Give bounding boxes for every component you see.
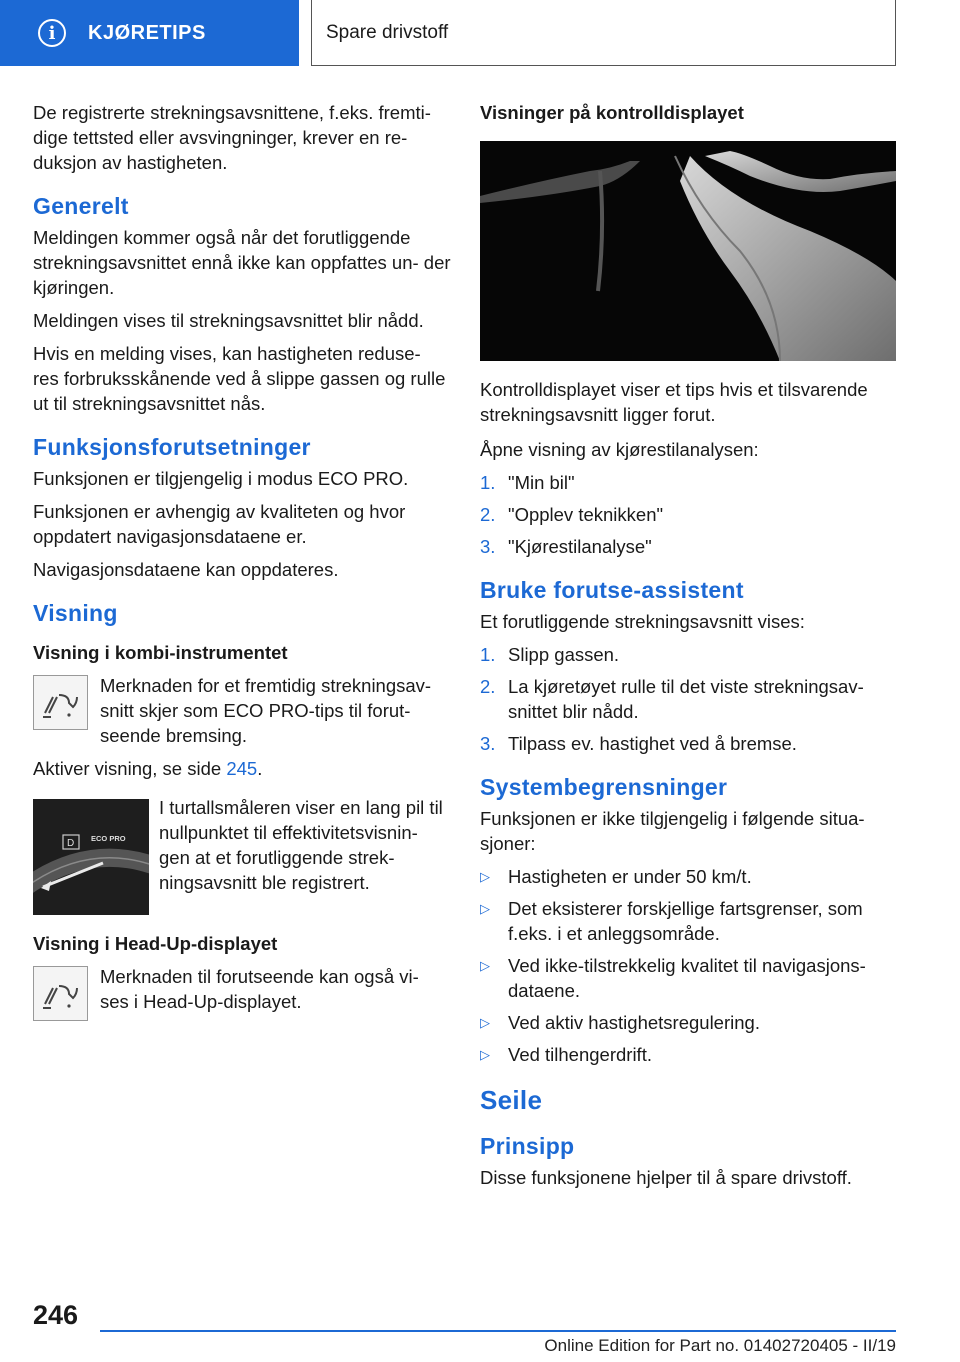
gauge-note [33, 795, 451, 915]
kombi-text: Merknaden for et fremtidig strekningsav- snitt skjer som ECO PRO-tips til forut- seende bremsing. [100, 675, 432, 746]
heading-visning: Visning [33, 600, 118, 626]
footer-divider [100, 1330, 896, 1332]
bullet-triangle-icon: ▷ [480, 869, 490, 884]
generelt-p3: Hvis en melding vises, kan hastigheten reduse- res forbruksskånende ved å slippe gassen og rulle ut til strekningsavsnittet nås. [33, 343, 446, 414]
prinsipp-p: Disse funksjonene hjelper til å spare drivstoff. [480, 1167, 852, 1188]
control-display-image [480, 141, 896, 361]
gauge-label-eco: ECO PRO [91, 834, 126, 843]
list-item: 2. La kjøretøyet rulle til det viste strekningsav- snittet blir nådd. [480, 676, 864, 722]
heading-seile: Seile [480, 1085, 543, 1115]
list-item: 3. Tilpass ev. hastighet ved å bremse. [480, 733, 797, 754]
list-item: 2. "Opplev teknikken" [480, 504, 664, 525]
subheading-hud: Visning i Head-Up-displayet [33, 933, 278, 954]
subheading-kontrolldisplay: Visninger på kontrolldisplayet [480, 102, 744, 123]
generelt-p1: Meldingen kommer også når det forutliggende strekningsavsnittet ennå ikke kan oppfattes un- der kjøringen. [33, 227, 451, 298]
heading-prinsipp: Prinsipp [480, 1133, 575, 1159]
heading-generelt: Generelt [33, 193, 129, 219]
left-column [33, 100, 451, 1029]
bruke-steps [480, 642, 896, 756]
page-link-245[interactable]: 245 [226, 758, 258, 779]
road-curve-warning-icon [33, 675, 88, 730]
bullet-triangle-icon: ▷ [480, 1047, 490, 1062]
list-item: 1. Slipp gassen. [480, 644, 620, 665]
list-item: ▷ Ved aktiv hastighetsregulering. [480, 1012, 760, 1033]
heading-systembegrensninger: Systembegrensninger [480, 774, 728, 800]
bruke-p: Et forutliggende strekningsavsnitt vises: [480, 611, 805, 632]
heading-bruke-forutse: Bruke forutse-assistent [480, 577, 744, 603]
funksjon-p3: Navigasjonsdataene kan oppdateres. [33, 559, 339, 580]
page-header-title [311, 0, 896, 66]
hud-note [33, 964, 451, 1021]
list-item: ▷ Det eksisterer forskjellige fartsgrenser, som f.eks. i et anleggsområde. [480, 898, 863, 944]
system-limits-list [480, 864, 896, 1067]
funksjon-p1: Funksjonen er tilgjengelig i modus ECO PRO. [33, 468, 409, 489]
page-number: 246 [33, 1300, 79, 1330]
gauge-label-d: D [67, 838, 75, 849]
info-icon: i [38, 19, 66, 47]
activate-line: Aktiver visning, se side 245. [33, 758, 263, 779]
kontroll-p1: Kontrolldisplayet viser et tips hvis et tilsvarende strekningsavsnitt ligger forut. [480, 379, 868, 425]
bullet-triangle-icon: ▷ [480, 901, 490, 916]
list-item: ▷ Ved ikke-tilstrekkelig kvalitet til navigasjons- dataene. [480, 955, 866, 1001]
section-label: KJØRETIPS [88, 21, 206, 44]
section-tab [0, 0, 299, 66]
list-item: 1. "Min bil" [480, 472, 575, 493]
bullet-triangle-icon: ▷ [480, 958, 490, 973]
hud-text: Merknaden til forutseende kan også vi- ses i Head-Up-displayet. [100, 966, 419, 1012]
right-column [480, 100, 896, 1198]
subheading-kombi: Visning i kombi-instrumentet [33, 642, 288, 663]
tachometer-image [33, 799, 149, 915]
funksjon-p2: Funksjonen er avhengig av kvaliteten og hvor oppdatert navigasjonsdataene er. [33, 501, 406, 547]
kontroll-steps [480, 470, 896, 559]
kontroll-p2: Åpne visning av kjørestilanalysen: [480, 439, 759, 460]
bullet-triangle-icon: ▷ [480, 1015, 490, 1030]
gauge-text: I turtallsmåleren viser en lang pil til nullpunktet til effektivitetsvisnin- gen at et forutliggende strek- ningsavsnitt ble registrert. [159, 797, 443, 893]
generelt-p2: Meldingen vises til strekningsavsnittet blir nådd. [33, 310, 424, 331]
page-title: Spare drivstoff [326, 21, 449, 43]
footer-edition: Online Edition for Part no. 01402720405 - II/19 [544, 1336, 896, 1355]
road-curve-warning-icon [33, 966, 88, 1021]
kombi-note [33, 673, 451, 748]
intro-paragraph: De registrerte strekningsavsnittene, f.eks. fremti- dige tettsted eller avsvingninger, krever en re- duksjon av hastigheten. [33, 102, 431, 173]
heading-funksjonsforutsetninger: Funksjonsforutsetninger [33, 434, 311, 460]
list-item: ▷ Hastigheten er under 50 km/t. [480, 866, 752, 887]
system-p: Funksjonen er ikke tilgjengelig i følgende situa- sjoner: [480, 808, 865, 854]
list-item: ▷ Ved tilhengerdrift. [480, 1044, 652, 1065]
list-item: 3. "Kjørestilanalyse" [480, 536, 652, 557]
